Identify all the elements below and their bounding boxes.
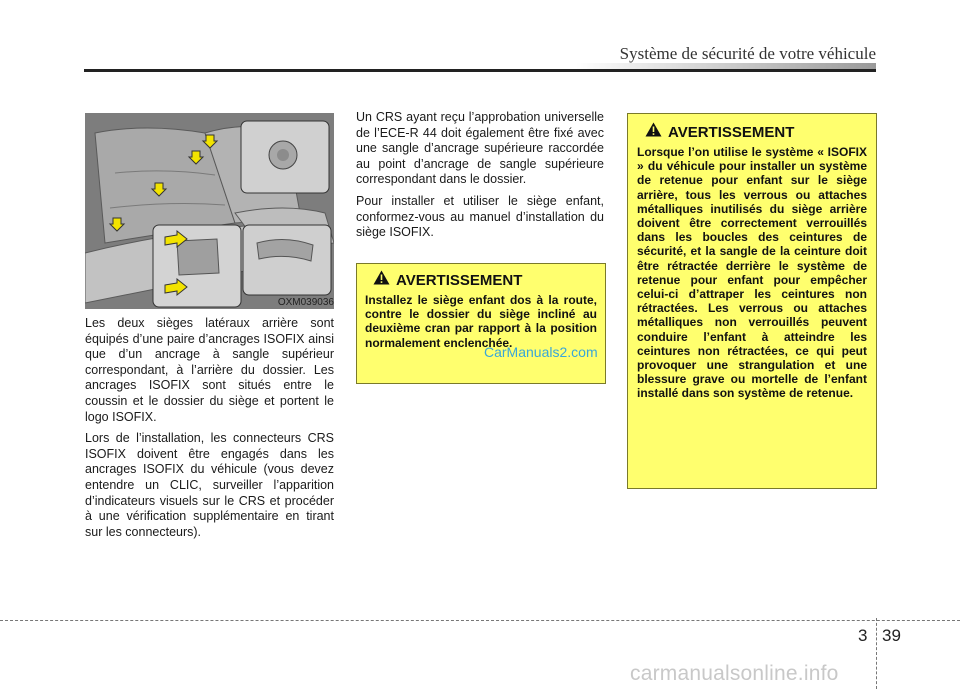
body-column-middle [356, 110, 604, 247]
warning-box [356, 263, 606, 384]
warning-heading [645, 122, 867, 142]
paragraph: Un CRS ayant reçu l’approbation universelle de l’ECE-R 44 doit également être fixé avec une sangle d’ancrage supérieure raccordée au point d’ancrage de sangle supérieure correspondant dans le dossier. [356, 110, 604, 187]
watermark-carmanuals2[interactable]: CarManuals2.com [484, 344, 598, 360]
warning-heading [373, 270, 597, 290]
footer-rule [0, 620, 960, 621]
warning-box [627, 113, 877, 489]
warning-text: Lorsque l’on utilise le système « ISOFIX » du véhicule pour installer un système de retenue pour enfant sur le siège arrière, tous les verrous ou attaches métalliques inutilisés du siège arrière doivent être correctement verrouillés dans les boucles des ceintures de sécurité, et la sangle de la ceinture doit être rétractée derrière le système de retenue pour enfant pour empêcher celui-ci d’attraper les ceintures non rétractées. Les verrous ou attaches métalliques non verrouillés peuvent conduire l’enfant à atteindre les ceintures non rétractées, ce qui peut provoquer une strangulation et une blessure grave ou mortelle de l’enfant installé dans son système de retenue. [637, 145, 867, 401]
warning-triangle-icon [645, 122, 662, 142]
figure-caption: OXM039036 [277, 297, 334, 308]
site-watermark[interactable]: carmanualsonline.info [630, 662, 839, 685]
body-column-left [85, 316, 334, 546]
paragraph: Lors de l’installation, les connecteurs CRS ISOFIX doivent être engagés dans les ancrages ISOFIX du véhicule (vous devez entendre un CLIC, surveiller l’apparition d’indicateurs visuels sur le CRS et procéder à une vérification supplémentaire en tirant sur les connecteurs). [85, 431, 334, 539]
warning-title: AVERTISSEMENT [396, 271, 523, 289]
footer-separator [876, 618, 877, 689]
rear-seat-drawing [85, 113, 334, 309]
chapter-number: 3 [858, 626, 868, 645]
warning-title: AVERTISSEMENT [668, 123, 795, 141]
warning-triangle-icon [373, 270, 390, 290]
page-number: 39 [882, 626, 901, 645]
page-header-title: Système de sécurité de votre véhicule [619, 44, 876, 63]
isofix-seat-illustration [85, 113, 334, 309]
paragraph: Pour installer et utiliser le siège enfant, conformez-vous au manuel d’installation du siège ISOFIX. [356, 193, 604, 240]
warning-text: Installez le siège enfant dos à la route, contre le dossier du siège incliné au deuxième cran par rapport à la position normalement enclenchée. [365, 293, 597, 350]
paragraph: Les deux sièges latéraux arrière sont équipés d’une paire d’ancrages ISOFIX ainsi que d’un ancrage à sangle supérieur correspondant, à l’arrière du dossier. Les ancrages ISOFIX sont situés entre le coussin et le dossier du siège et portent le logo ISOFIX. [85, 316, 334, 424]
header-rule [84, 69, 876, 72]
